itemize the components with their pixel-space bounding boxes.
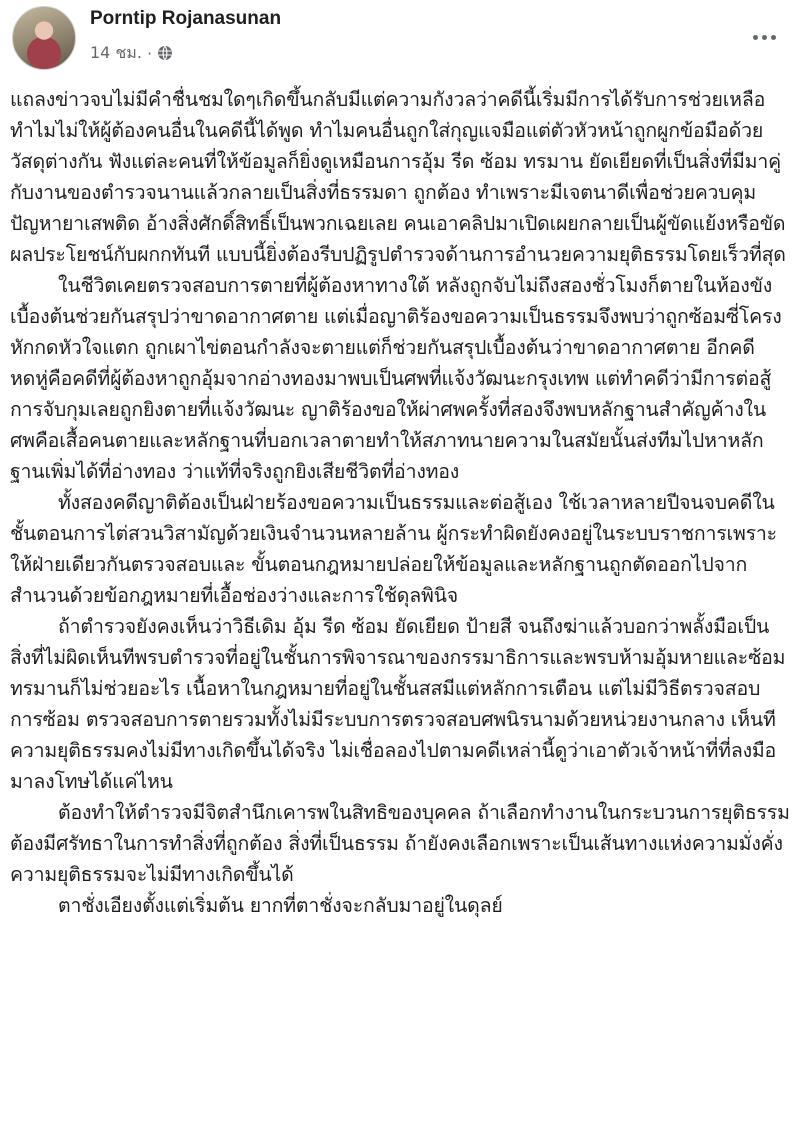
post-paragraph-2: ในชีวิตเคยตรวจสอบการตายที่ผู้ต้องหาทางใต้ หลังถูกจับไม่ถึงสองชั่วโมงก็ตายในห้องขังเบื้องต้นช่วยกันสรุปว่าขาดอากาศตาย แต่เมื่อญาติร้องขอความเป็นธรรมจึงพบว่าถูกซ้อมซี่โครงหักกดหัวใจแตก ถูกเผาไข่ตอนกำลังจะตายแต่ก็ช่วยกันสรุปเบื้องต้นว่าขาดอากาศตาย อีกคดีหดหู่คือคดีที่ผู้ต้องหาถูกอุ้มจากอ่างทองมาพบเป็นศพที่แจ้งวัฒนะกรุงเทพ แต่ทำคดีว่ามีการต่อสู้การจับกุมเลยถูกยิงตายที่แจ้งวัฒนะ ญาติร้องขอให้ผ่าศพครั้งที่สองจึงพบหลักฐานสำคัญค้างในศพคือเสื้อคนตายและหลักฐานที่บอกเวลาตายทำให้สภาทนายความในสมัยนั้นส่งทีมไปหาหลักฐานเพิ่มได้ที่อ่างทอง ว่าแท้ที่จริงถูกยิงเสียชีวิตที่อ่างทอง <box>10 274 782 483</box>
globe-icon[interactable] <box>157 45 173 61</box>
author-name[interactable]: Porntip Rojanasunan <box>90 8 282 29</box>
post-paragraph-3: ทั้งสองคดีญาติต้องเป็นฝ่ายร้องขอความเป็นธรรมและต่อสู้เอง ใช้เวลาหลายปีจนจบคดีในชั้นตอนการไต่สวนวิสามัญด้วยเงินจำนวนหลายล้าน ผู้กระทำผิดยังคงอยู่ในระบบราชการเพราะให้ฝ่ายเดียวกันตรวจสอบและ ขั้นตอนกฎหมายปล่อยให้ข้อมูลและหลักฐานถูกตัดออกไปจากสำนวนด้วยข้อกฎหมายที่เอื้อช่องว่างและการใช้ดุลพินิจ <box>10 491 777 607</box>
post-body <box>10 84 790 921</box>
more-options-button[interactable] <box>744 22 784 52</box>
avatar[interactable] <box>12 6 76 70</box>
post-paragraph-1: แถลงข่าวจบไม่มีคำชื่นชมใดๆเกิดขึ้นกลับมีแต่ความกังวลว่าคดีนี้เริ่มมีการได้รับการช่วยเหลือ ทำไมไม่ให้ผู้ต้องคนอื่นในคดีนี้ได้พูด ทำไมคนอื่นถูกใส่กุญแจมือแต่ตัวหัวหน้าถูกผูกข้อมือด้วยวัสดุต่างกัน ฟังแต่ละคนที่ให้ข้อมูลก็ยิ่งดูเหมือนการอุ้ม รีด ซ้อม ทรมาน ยัดเยียดที่เป็นสิ่งที่มีมาคู่กับงานของตำรวจนานแล้วกลายเป็นสิ่งที่ธรรมดา ถูกต้อง ทำเพราะมีเจตนาดีเพื่อช่วยควบคุมปัญหายาเสพติด อ้างสิ่งศักดิ์สิทธิ์เป็นพวกเฉยเลย คนเอาคลิปมาเปิดเผยกลายเป็นผู้ขัดแย้งหรือขัดผลประโยชน์กับผกกทันที แบบนี้ยิ่งต้องรีบปฏิรูปตำรวจด้านการอำนวยความยุติธรรมโดยเร็วที่สุด <box>10 88 786 266</box>
post-timestamp[interactable]: 14 ชม. <box>90 42 142 62</box>
post-paragraph-5: ต้องทำให้ตำรวจมีจิตสำนึกเคารพในสิทธิของบุคคล ถ้าเลือกทำงานในกระบวนการยุติธรรมต้องมีศรัทธาในการทำสิ่งที่ถูกต้อง สิ่งที่เป็นธรรม ถ้ายังคงเลือกเพราะเป็นเส้นทางแห่งความมั่งคั่ง ความยุติธรรมจะไม่มีทางเกิดขึ้นได้ <box>10 801 790 886</box>
post-paragraph-6: ตาชั่งเอียงตั้งแต่เริ่มต้น ยากที่ตาชั่งจะกลับมาอยู่ในดุลย์ <box>58 894 503 917</box>
dot-icon <box>762 35 767 40</box>
post-meta <box>90 42 173 64</box>
post-paragraph-4: ถ้าตำรวจยังคงเห็นว่าวิธีเดิม อุ้ม รีด ซ้อม ยัดเยียด ป้ายสี จนถึงฆ่าแล้วบอกว่าพลั้งมือเป็นสิ่งที่ไม่ผิดเห็นทีพรบตำรวจที่อยู่ในชั้นการพิจารณาของกรรมาธิการและพรบห้ามอุ้มหายและซ้อมทรมานก็ไม่ช่วยอะไร เนื้อหาในกฎหมายที่อยู่ในชั้นสสมีแต่หลักการเตือน แต่ไม่มีวิธีตรวจสอบการซ้อม ตรวจสอบการตายรวมทั้งไม่มีระบบการตรวจสอบศพนิรนามด้วยหน่วยงานกลาง เห็นทีความยุติธรรมคงไม่มีทางเกิดขึ้นได้จริง ไม่เชื่อลองไปตามคดีเหล่านี้ดูว่าเอาตัวเจ้าหน้าที่ที่ลงมือมาลงโทษได้แค่ไหน <box>10 615 786 793</box>
meta-separator: · <box>146 43 153 63</box>
dot-icon <box>771 35 776 40</box>
dot-icon <box>753 35 758 40</box>
post-header <box>10 4 790 74</box>
